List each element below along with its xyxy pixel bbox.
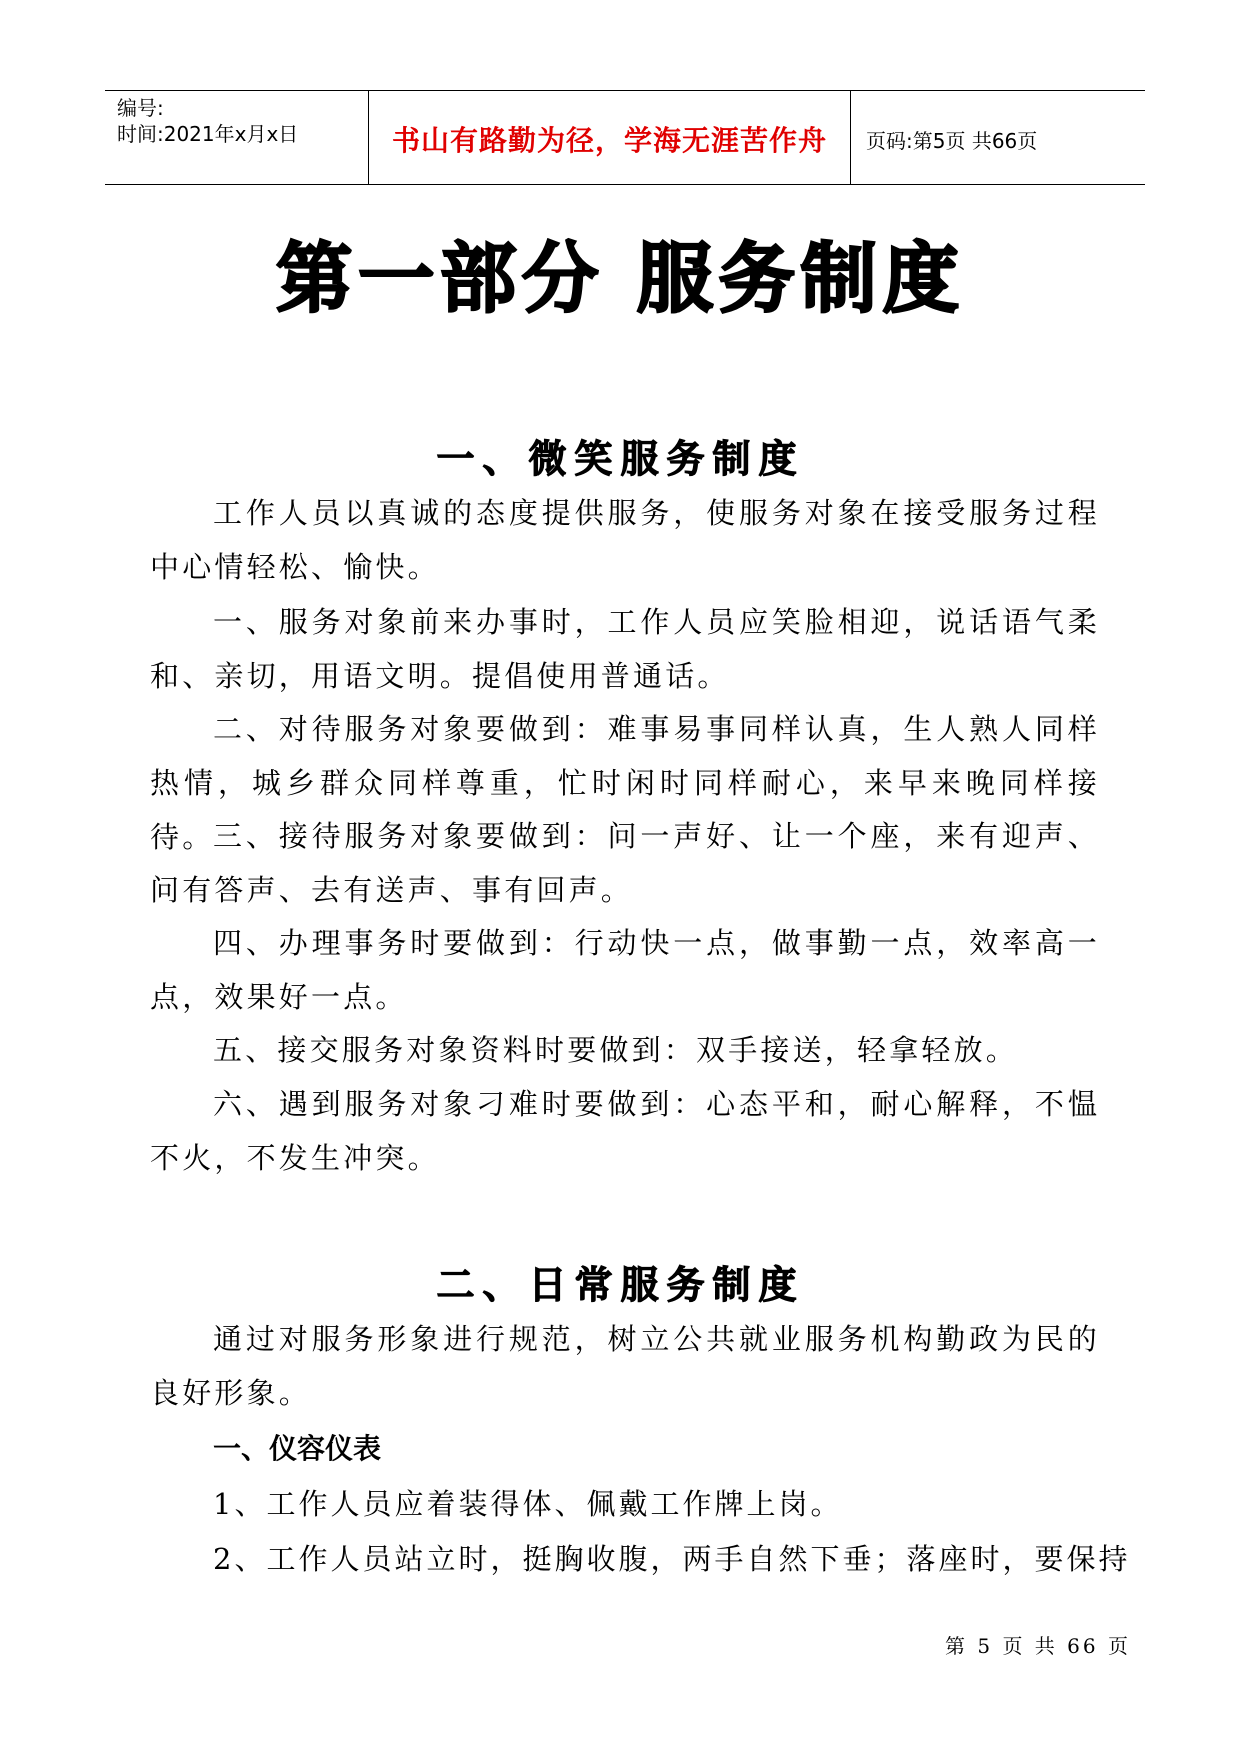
document-header (105, 90, 1145, 185)
header-motto-cell (369, 91, 851, 184)
section-title-daily-service: 二、日常服务制度 (436, 1263, 805, 1307)
section2-subhead: 一、仪容仪表 (213, 1432, 382, 1465)
section1-rule-6: 六、遇到服务对象刁难时要做到：心态平和，耐心解释，不愠不火，不发生冲突。 (150, 1087, 1100, 1175)
header-meta-cell (105, 91, 369, 184)
section2-item-2: 2、工作人员站立时，挺胸收腹，两手自然下垂；落座时，要保持 (213, 1542, 1131, 1576)
header-page-info: 页码:第5页 共66页 (866, 129, 1038, 153)
section1-intro: 工作人员以真诚的态度提供服务，使服务对象在接受服务过程中心情轻松、愉快。 (150, 496, 1100, 584)
header-page-cell (852, 91, 1145, 184)
section1-rule-2: 二、对待服务对象要做到：难事易事同样认真，生人熟人同样热情，城乡群众同样尊重，忙时闲时同样耐心，来早来晚同样接待。 (150, 712, 1100, 854)
section1-rule-5: 五、接交服务对象资料时要做到：双手接送，轻拿轻放。 (213, 1033, 1019, 1067)
section1-rule-3: 三、接待服务对象要做到：问一声好、让一个座，来有迎声、问有答声、去有送声、事有回声。 (150, 819, 1100, 907)
section2-item-1: 1、工作人员应着装得体、佩戴工作牌上岗。 (213, 1487, 843, 1521)
section2-intro: 通过对服务形象进行规范，树立公共就业服务机构勤政为民的良好形象。 (150, 1322, 1100, 1410)
header-motto: 书山有路勤为径，学海无涯苦作舟 (391, 124, 827, 157)
document-time-label: 时间:2021年x月x日 (117, 122, 299, 146)
section1-rule-1: 一、服务对象前来办事时，工作人员应笑脸相迎，说话语气柔和、亲切，用语文明。提倡使用普通话。 (150, 605, 1100, 693)
section1-rule-4: 四、办理事务时要做到：行动快一点，做事勤一点，效率高一点，效果好一点。 (150, 926, 1100, 1014)
page-footer: 第 5 页 共 66 页 (945, 1634, 1131, 1658)
section-title-smile-service: 一、微笑服务制度 (436, 437, 805, 481)
part-title: 第一部分 服务制度 (276, 234, 965, 323)
document-number-label: 编号: (117, 96, 164, 120)
